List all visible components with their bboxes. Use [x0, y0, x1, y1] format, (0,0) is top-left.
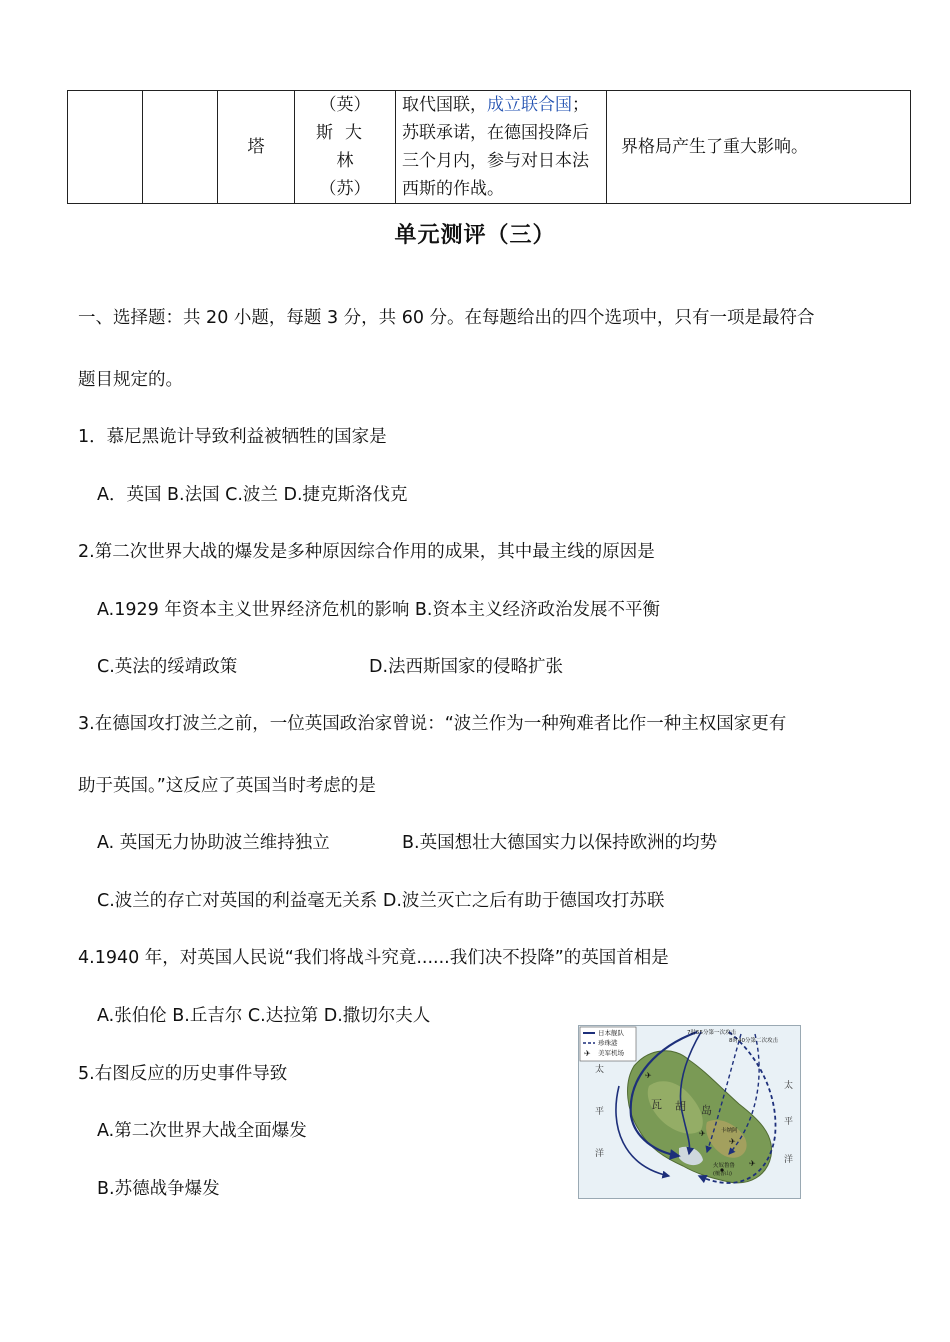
map-legend-1: 日本舰队	[598, 1029, 624, 1037]
question-2-options-line1: A.1929 年资本主义世界经济危机的影响 B.资本主义经济政治发展不平衡	[97, 600, 660, 620]
map-attack-label-1: 7时55分第一次攻击	[687, 1030, 736, 1036]
summary-table	[67, 90, 911, 204]
table-cell-2	[143, 91, 218, 204]
question-3-stem-line2: 助于英国。”这反应了英国当时考虑的是	[78, 776, 376, 796]
map-place-2: 火奴鲁鲁	[713, 1163, 736, 1169]
map-place-3: (檀香山)	[713, 1171, 732, 1177]
question-5-stem: 5.右图反应的历史事件导致	[78, 1064, 288, 1084]
map-legend-3: 美军机场	[598, 1049, 624, 1057]
question-3-option-b: B.英国想壮大德国实力以保持欧洲的均势	[402, 833, 718, 853]
airfield-icon: ✈	[645, 1071, 652, 1080]
table-cell-1	[68, 91, 143, 204]
table-cell-3: 塔	[218, 91, 295, 204]
table-row	[68, 91, 911, 204]
cell-5-text-b: ；苏联承诺，在德国投降后三个月内，参与对日本法西斯的作战。	[402, 95, 589, 199]
map-sea-left-1: 太	[595, 1065, 605, 1075]
question-2-option-c: C.英法的绥靖政策	[97, 657, 238, 677]
map-place-1: 卡纳阿	[721, 1128, 738, 1134]
question-3-option-a: A. 英国无力协助波兰维持独立	[97, 833, 330, 853]
map-sea-left-3: 洋	[595, 1149, 605, 1159]
airfield-icon: ✈	[729, 1137, 736, 1146]
pearl-harbor-map	[578, 1025, 801, 1199]
map-island-char-3: 岛	[701, 1104, 712, 1117]
svg-text:✈: ✈	[584, 1049, 591, 1058]
map-island-char-1: 瓦	[651, 1098, 662, 1111]
map-sea-right-3: 洋	[784, 1155, 794, 1165]
page-title: 单元测评（三）	[394, 223, 556, 248]
map-island-char-2: 胡	[675, 1100, 686, 1113]
airfield-icon: ✈	[699, 1129, 706, 1138]
question-1-stem: 1．慕尼黑诡计导致利益被牺牲的国家是	[78, 427, 387, 447]
section-instruction-line1: 一、选择题：共 20 小题，每题 3 分，共 60 分。在每题给出的四个选项中，只有一项是最符合	[78, 308, 815, 328]
table-cell-4-line3: （苏）	[319, 179, 371, 199]
map-sea-left-2: 平	[595, 1107, 605, 1117]
question-2-option-d: D.法西斯国家的侵略扩张	[369, 657, 564, 677]
map-sea-right-1: 太	[784, 1081, 794, 1091]
section-instruction-line2: 题目规定的。	[78, 370, 183, 390]
question-2-stem: 2.第二次世界大战的爆发是多种原因综合作用的成果，其中最主线的原因是	[78, 542, 655, 562]
pearl-harbor-map-svg	[579, 1026, 800, 1198]
table-cell-4-line1: （英）	[319, 95, 371, 115]
table-cell-5	[396, 91, 607, 204]
map-attack-label-2: 8时40分第二次攻击	[729, 1038, 778, 1044]
map-legend-2: 珍珠港	[598, 1039, 618, 1047]
table-cell-4	[295, 91, 396, 204]
question-5-option-a: A.第二次世界大战全面爆发	[97, 1121, 307, 1141]
airfield-icon: ✈	[749, 1159, 756, 1168]
cell-5-text-a: 取代国联，	[402, 95, 487, 115]
question-3-options-line2: C.波兰的存亡对英国的利益毫无关系 D.波兰灭亡之后有助于德国攻打苏联	[97, 891, 665, 911]
cell-5-highlight-link[interactable]: 成立联合国	[487, 95, 572, 115]
question-3-stem-line1: 3.在德国攻打波兰之前，一位英国政治家曾说：“波兰作为一种殉难者比作一种主权国家更有	[78, 714, 787, 734]
question-4-options: A.张伯伦 B.丘吉尔 C.达拉第 D.撒切尔夫人	[97, 1006, 431, 1026]
table-cell-6: 界格局产生了重大影响。	[607, 91, 911, 204]
question-1-options: A．英国 B.法国 C.波兰 D.捷克斯洛伐克	[97, 485, 408, 505]
table-cell-4-line2: 斯大林	[316, 123, 374, 171]
question-5-option-b: B.苏德战争爆发	[97, 1179, 220, 1199]
map-sea-right-2: 平	[784, 1117, 794, 1127]
question-4-stem: 4.1940 年，对英国人民说“我们将战斗究竟......我们决不投降”的英国首相是	[78, 948, 669, 968]
